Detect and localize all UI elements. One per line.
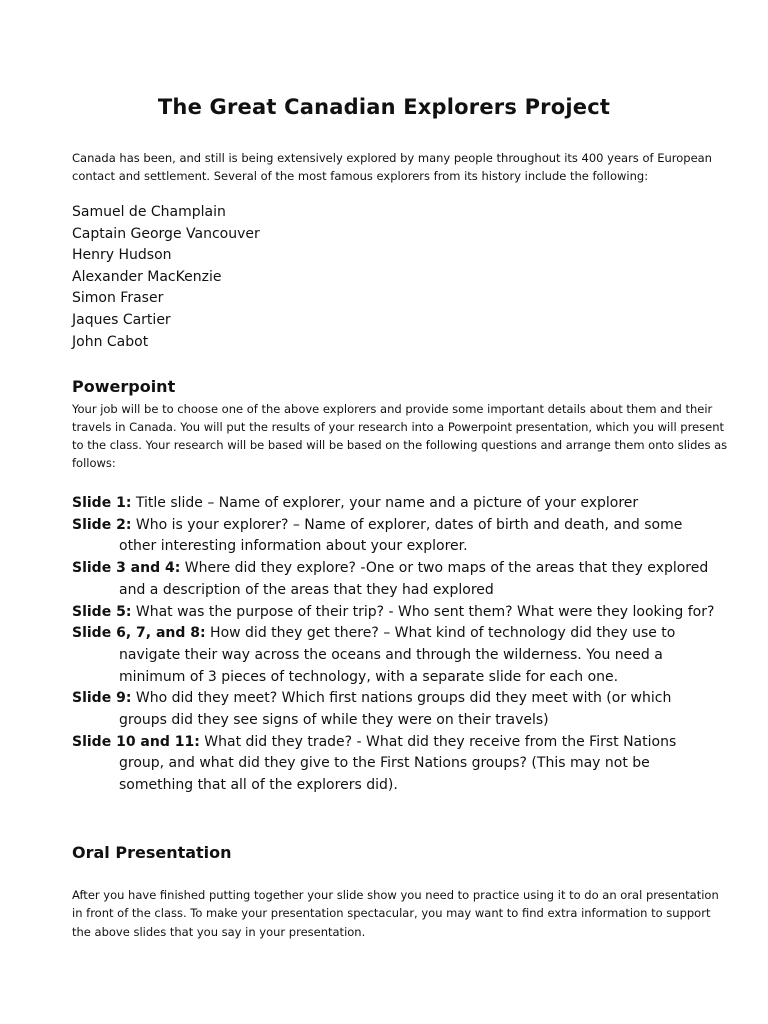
slide-description: How did they get there? – What kind of technology did they use to navigate their way across the oceans and through the wilderness. You need a minimum of 3 pieces of technology, with a separate slide for each one. (119, 625, 676, 685)
document-title: The Great Canadian Explorers Project (157, 95, 611, 119)
oral-presentation-heading: Oral Presentation (72, 843, 232, 862)
powerpoint-paragraph: Your job will be to choose one of the above explorers and provide some important details about them and their travels in Canada. You will put the results of your research into a Powerpoint presentation, which you will present to the class. Your research will be based will be based on the following questions and arrange them onto slides as follows: (72, 402, 728, 470)
explorer-item: Alexander MacKenzie (72, 268, 222, 285)
slide-label: Slide 2: (72, 516, 132, 533)
slide-description: What did they trade? - What did they receive from the First Nations group, and what did they give to the First Nations groups? (This may not be something that all of the explorers did). (119, 733, 677, 794)
explorer-item: Captain George Vancouver (72, 225, 260, 242)
slide-label: Slide 5: (72, 603, 132, 620)
slide-list (72, 493, 722, 797)
slide-description: Who is your explorer? – Name of explorer, dates of birth and death, and some other interesting information about your explorer. (119, 516, 683, 555)
slide-item (72, 732, 722, 797)
slide-description: Who did they meet? Which first nations groups did they meet with (or which groups did they see signs of while they were on their travels) (119, 690, 672, 729)
slide-description: Title slide – Name of explorer, your name and a picture of your explorer (131, 495, 639, 511)
oral-presentation-paragraph: After you have finished putting together your slide show you need to practice using it to do an oral presentation in front of the class. To make your presentation spectacular, you may want to find extra information to support the above slides that you say in your presentation. (72, 888, 719, 939)
explorer-list (72, 202, 260, 353)
slide-item (72, 602, 722, 624)
slide-item (72, 623, 722, 688)
slide-label: Slide 10 and 11: (72, 733, 200, 750)
slide-item (72, 515, 722, 558)
slide-label: Slide 3 and 4: (72, 560, 181, 577)
powerpoint-heading: Powerpoint (72, 377, 176, 396)
intro-paragraph: Canada has been, and still is being extensively explored by many people throughout its 400 years of European contact and settlement. Several of the most famous explorers from its history include the following: (72, 151, 712, 183)
explorer-item: Henry Hudson (72, 247, 172, 264)
explorer-item: Samuel de Champlain (72, 204, 226, 220)
slide-item (72, 558, 722, 601)
slide-item (72, 493, 722, 515)
explorer-item: Jaques Cartier (72, 311, 171, 328)
slide-description: Where did they explore? -One or two maps of the areas that they explored and a description of the areas that they had explored (119, 560, 709, 598)
slide-label: Slide 1: (72, 495, 132, 511)
slide-label: Slide 9: (72, 690, 132, 707)
explorer-item: John Cabot (72, 333, 149, 350)
slide-label: Slide 6, 7, and 8: (72, 625, 206, 642)
explorer-item: Simon Fraser (72, 290, 164, 307)
slide-description: What was the purpose of their trip? - Who sent them? What were they looking for? (131, 603, 715, 620)
slide-item (72, 688, 722, 731)
